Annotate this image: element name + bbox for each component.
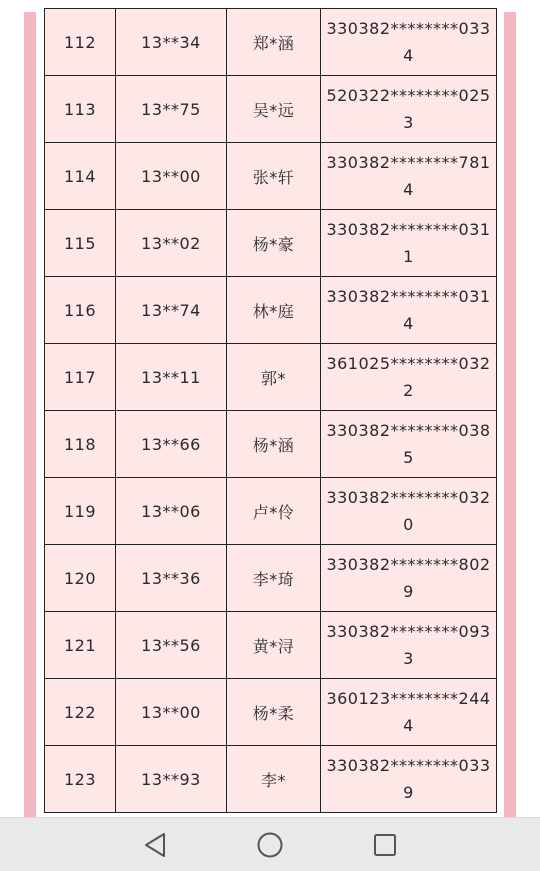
phone-cell: 13**02 <box>116 210 227 277</box>
row-number-cell: 117 <box>45 344 116 411</box>
phone-cell: 13**06 <box>116 478 227 545</box>
name-cell: 李* <box>227 746 321 813</box>
row-number-cell: 116 <box>45 277 116 344</box>
square-recent-apps-icon <box>372 832 398 858</box>
home-button[interactable] <box>255 830 285 860</box>
table-row <box>45 344 497 411</box>
back-button[interactable] <box>140 830 170 860</box>
system-navigation-bar <box>0 817 540 871</box>
name-cell: 卢*伶 <box>227 478 321 545</box>
name-cell: 郑*涵 <box>227 9 321 76</box>
id-number-cell: 361025********0322 <box>321 344 497 411</box>
id-number-cell: 330382********0385 <box>321 411 497 478</box>
table-row <box>45 277 497 344</box>
table-row <box>45 9 497 76</box>
row-number-cell: 115 <box>45 210 116 277</box>
table-row <box>45 612 497 679</box>
table-row <box>45 478 497 545</box>
phone-cell: 13**66 <box>116 411 227 478</box>
name-cell: 吴*远 <box>227 76 321 143</box>
phone-cell: 13**00 <box>116 679 227 746</box>
name-cell: 张*轩 <box>227 143 321 210</box>
phone-cell: 13**00 <box>116 143 227 210</box>
records-table-body <box>45 9 497 813</box>
name-cell: 杨*涵 <box>227 411 321 478</box>
id-number-cell: 520322********0253 <box>321 76 497 143</box>
phone-cell: 13**74 <box>116 277 227 344</box>
table-row <box>45 411 497 478</box>
row-number-cell: 123 <box>45 746 116 813</box>
row-number-cell: 118 <box>45 411 116 478</box>
row-number-cell: 119 <box>45 478 116 545</box>
phone-cell: 13**11 <box>116 344 227 411</box>
id-number-cell: 330382********0339 <box>321 746 497 813</box>
name-cell: 李*琦 <box>227 545 321 612</box>
id-number-cell: 330382********0933 <box>321 612 497 679</box>
id-number-cell: 330382********7814 <box>321 143 497 210</box>
name-cell: 郭* <box>227 344 321 411</box>
id-number-cell: 330382********0334 <box>321 9 497 76</box>
phone-cell: 13**36 <box>116 545 227 612</box>
triangle-back-icon <box>142 831 168 859</box>
table-row <box>45 679 497 746</box>
id-number-cell: 330382********8029 <box>321 545 497 612</box>
name-cell: 林*庭 <box>227 277 321 344</box>
name-cell: 黄*浔 <box>227 612 321 679</box>
row-number-cell: 122 <box>45 679 116 746</box>
id-number-cell: 330382********0320 <box>321 478 497 545</box>
row-number-cell: 112 <box>45 9 116 76</box>
id-number-cell: 330382********0311 <box>321 210 497 277</box>
recent-apps-button[interactable] <box>370 830 400 860</box>
circle-home-icon <box>256 831 284 859</box>
phone-cell: 13**75 <box>116 76 227 143</box>
row-number-cell: 113 <box>45 76 116 143</box>
id-number-cell: 360123********2444 <box>321 679 497 746</box>
row-number-cell: 121 <box>45 612 116 679</box>
id-number-cell: 330382********0314 <box>321 277 497 344</box>
phone-cell: 13**93 <box>116 746 227 813</box>
row-number-cell: 114 <box>45 143 116 210</box>
row-number-cell: 120 <box>45 545 116 612</box>
table-row <box>45 143 497 210</box>
records-table <box>44 8 497 813</box>
table-row <box>45 746 497 813</box>
table-row <box>45 76 497 143</box>
phone-cell: 13**56 <box>116 612 227 679</box>
name-cell: 杨*豪 <box>227 210 321 277</box>
name-cell: 杨*柔 <box>227 679 321 746</box>
table-row <box>45 210 497 277</box>
phone-cell: 13**34 <box>116 9 227 76</box>
table-row <box>45 545 497 612</box>
